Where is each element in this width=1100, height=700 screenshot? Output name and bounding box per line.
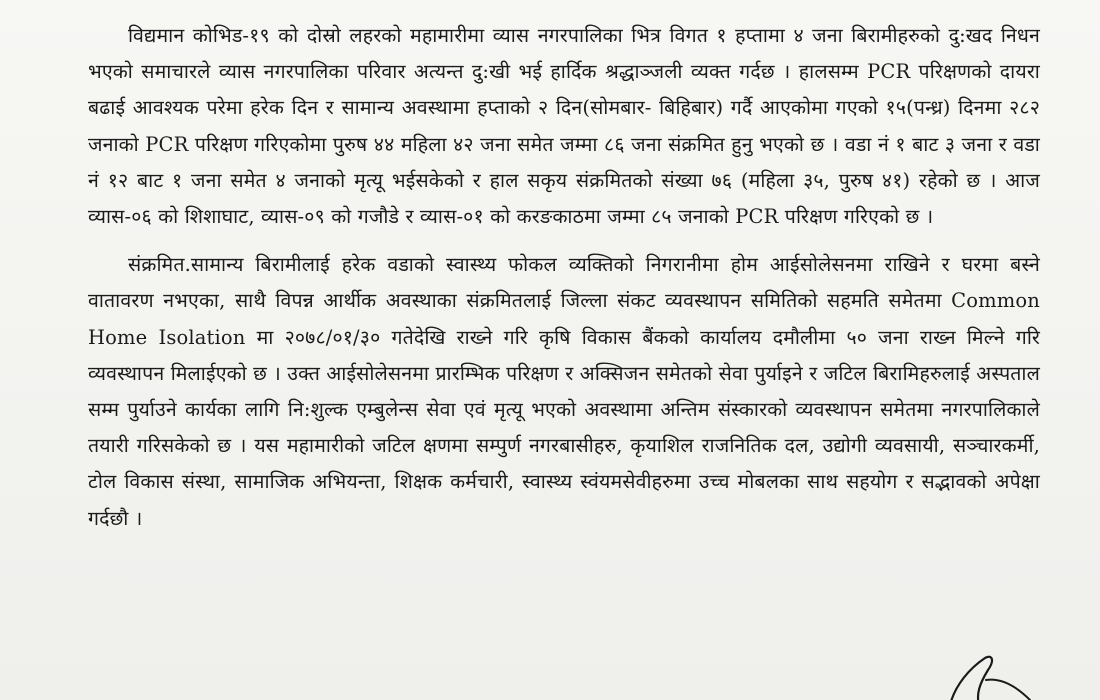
paragraph-covid-update: विद्यमान कोभिड-१९ को दोस्रो लहरको महामारीमा व्यास नगरपालिका भित्र विगत १ हप्तामा ४ जना बिरामीहरुको दु:खद निधन भएको समाचारले व्यास नगरपालिका परिवार अत्यन्त दु:खी भई हार्दिक श्रद्धाञ्जली व्यक्त गर्दछ । हालसम्म PCR परिक्षणको दायरा बढाई आवश्यक परेमा हरेक दिन र सामान्य अवस्थामा हप्ताको २ दिन(सोमबार- बिहिबार) गर्दै आएकोमा गएको १५(पन्ध्र) दिनमा २८२ जनाको PCR परिक्षण गरिएकोमा पुरुष ४४ महिला ४२ जना समेत जम्मा ८६ जना संक्रमित हुनु भएको छ । वडा नं १ बाट ३ जना र वडा नं १२ बाट १ जना समेत ४ जनाको मृत्यू भईसकेको र हाल सकृय संक्रमितको संख्या ७६ (महिला ३५, पुरुष ४१) रहेको छ । आज व्यास-०६ को शिशाघाट, व्यास-०९ को गजौडे र व्यास-०१ को करङकाठमा जम्मा ८५ जनाको PCR परिक्षण गरिएको छ । xyxy=(88,24,1040,229)
notice-body xyxy=(88,18,1040,537)
signature-mark xyxy=(930,650,1040,700)
paragraph-home-isolation: संक्रमित.सामान्य बिरामीलाई हरेक वडाको स्वास्थ्य फोकल व्यक्तिको निगरानीमा होम आईसोलेसनमा राखिने र घरमा बस्ने वातावरण नभएका, साथै विपन्न आर्थीक अवस्थाका संक्रमितलाई जिल्ला संकट व्यवस्थापन समितिको सहमति समेतमा Common Home Isolation मा २०७८/०१/३० गतेदेखि राख्ने गरि कृषि विकास बैंकको कार्यालय दमौलीमा ५० जना राख्न मिल्ने गरि व्यवस्थापन मिलाईएको छ । उक्त आईसोलेसनमा प्रारम्भिक परिक्षण र अक्सिजन समेतको सेवा पुर्याइने र जटिल बिरामिहरुलाई अस्पताल सम्म पुर्याउने कार्यका लागि नि:शुल्क एम्बुलेन्स सेवा एवं मृत्यू भएको अवस्थामा अन्तिम संस्कारको व्यवस्थापन समेतमा नगरपालिकाले तयारी गरिसकेको छ । यस महामारीको जटिल क्षणमा सम्पुर्ण नगरबासीहरु, कृयाशिल राजनितिक दल, उद्योगी व्यवसायी, सञ्चारकर्मी, टोल विकास संस्था, सामाजिक अभियन्ता, शिक्षक कर्मचारी, स्वास्थ्य स्वंयमसेवीहरुमा उच्च मोबलका साथ सहयोग र सद्भावको अपेक्षा गर्दछौ । xyxy=(88,253,1040,530)
